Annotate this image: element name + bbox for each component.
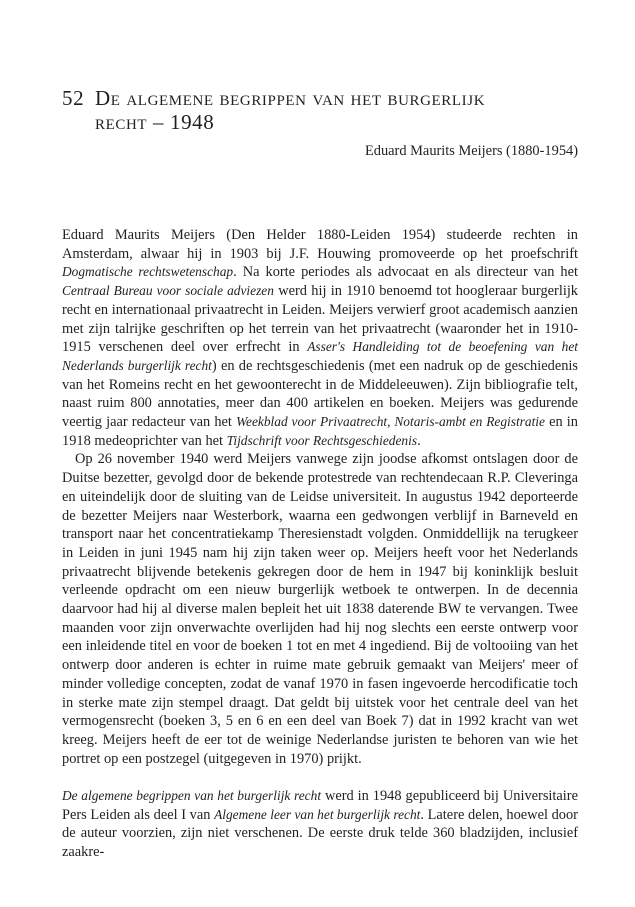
italic-title: Tijdschrift voor Rechtsgeschiedenis [226,432,418,448]
text-segment: . Na korte periodes als advocaat en als directeur van het [233,264,578,281]
body-text [62,226,578,862]
chapter-title [95,86,575,134]
text-segment: werd in 1948 gepubliceerd bij Universitaire Pers Leiden als deel I van [62,788,578,823]
text-segment: ) en de rechtsgeschiedenis (met een nadruk op de geschiedenis van het Romeins recht en het gewoonterecht in de Middeleeuwen). Zijn bibliografie telt, naast ruim 800 annotaties, meer dan 400 artikelen en boeken. Meijers was gedurende veertig jaar redacteur van het [62,357,578,431]
chapter-title-line-1: De algemene begrippen van het burgerlijk [95,86,486,110]
text-segment: en in 1918 medeoprichter van het [62,414,578,449]
italic-title: Centraal Bureau voor sociale adviezen [62,283,274,299]
chapter-title-line-2: recht – 1948 [95,110,215,134]
italic-title: Dogmatische rechtswetenschap [62,264,234,280]
text-segment: werd hij in 1910 benoemd tot hoogleraar burgerlijk recht en internationaal privaatrecht in Leiden. Meijers verwierf groot academisch aanzien met zijn talrijke geschriften op het terrein van het privaatrecht (waaronder het in 1910-1915 verschenen deel over erfrecht in [62,283,579,356]
italic-title: De algemene begrippen van het burgerlijk recht [62,788,322,804]
text-segment: Eduard Maurits Meijers (Den Helder 1880-Leiden 1954) studeerde rechten in Amsterdam, alwaar hij in 1903 bij J.F. Houwing promoveerde op het proefschrift [62,227,578,262]
paragraph-war [62,450,578,768]
paragraph-bio [62,226,578,450]
text-segment: . [417,432,421,449]
paragraph-publication [62,787,578,862]
chapter-author: Eduard Maurits Meijers (1880-1954) [364,143,578,159]
italic-title: Weekblad voor Privaatrecht, Notaris-ambt en Registratie [236,414,545,430]
chapter-number: 52 [62,86,85,110]
text-segment: Op 26 november 1940 werd Meijers vanwege zijn joodse afkomst ontslagen door de Duitse bezetter, gevolgd door de bekende protestrede van rechtendecaan R.P. Cleveringa en uiteindelijk door de sluiting van de Leidse universiteit. In augustus 1942 deporteerde de bezetter Meijers naar Westerbork, waarna een gedwongen verblijf in Barneveld en transport naar het concentratiekamp Theresienstadt volgden. Onmiddellijk na terugkeer in Leiden in juni 1945 nam hij zijn taken weer op. Meijers heeft voor het Nederlands privaatrecht blijvende betekenis gekregen door de hem in 1947 bij koninklijk besluit verleende opdracht om een nieuw burgerlijk wetboek te ontwerpen. In de decennia daarvoor had hij al diverse malen bepleit het uit 1838 daterende BW te vervangen. Twee maanden voor zijn onverwachte overlijden had hij nog slechts een eerste ontwerp voor een inleidende titel en voor de boeken 1 tot en met 4 ingediend. Bij de voltooiing van het ontwerp door anderen is echter in ruime mate gebruik gemaakt van Meijers' meer of minder volledige concepten, zodat de vanaf 1970 in fasen ingevoerde hercodificatie toch in sterke mate zijn stempel draagt. Dat geldt bij uitstek voor het centrale deel van het vermogensrecht (boeken 3, 5 en 6 en een deel van Boek 7) dat in 1992 kracht van wet kreeg. Meijers heeft de eer tot de weinige Nederlandse juristen te behoren van wie het portret op een postzegel (uitgegeven in 1970) prijkt. [62,451,578,767]
text-segment: . Latere delen, hoewel door de auteur voorzien, zijn niet verschenen. De eerste druk telde 360 bladzijden, inclusief zaakre- [62,806,578,861]
italic-title: Asser's Handleiding tot de beoefening van het Nederlands burgerlijk recht [62,339,578,373]
italic-title: Algemene leer van het burgerlijk recht [214,806,421,822]
